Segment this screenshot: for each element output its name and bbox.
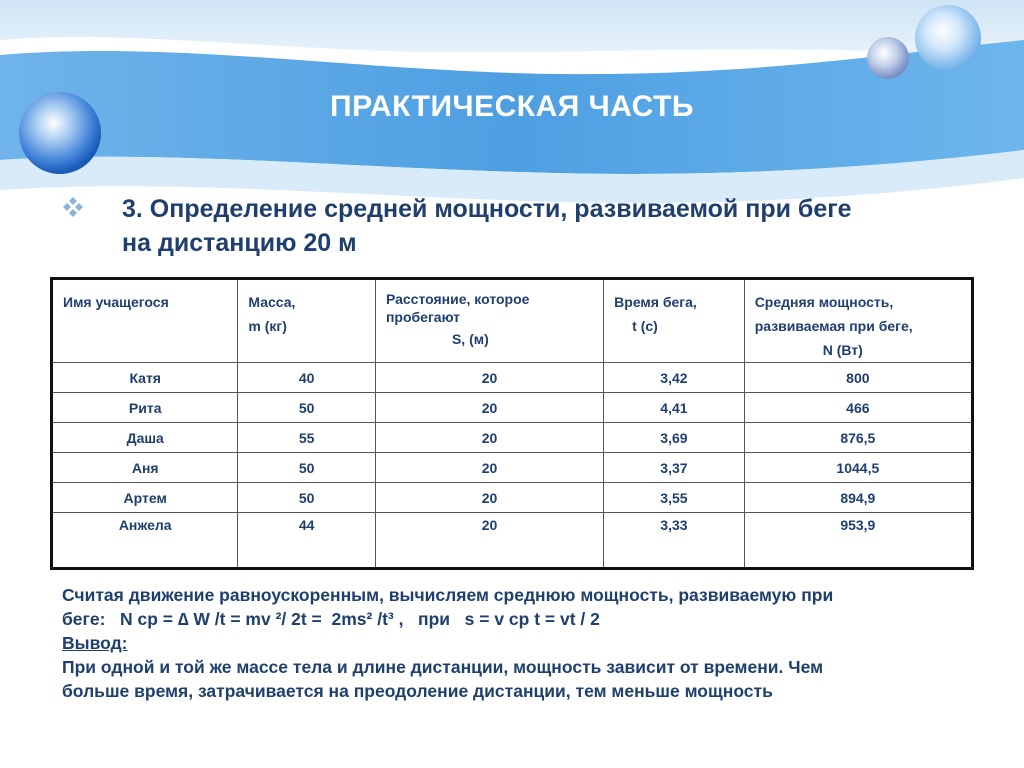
cell-power: 894,9 [744, 483, 972, 513]
cell-distance: 20 [375, 453, 603, 483]
cell-time: 3,33 [604, 513, 745, 569]
cell-mass: 50 [238, 393, 376, 423]
cell-power: 466 [744, 393, 972, 423]
cell-name: Артем [52, 483, 238, 513]
table-row [52, 393, 973, 423]
formula-line: беге: N ср = ∆ W /t = mv ²/ 2t = 2ms² /t³ , при s = v ср t = vt / 2 [62, 609, 600, 629]
heading-line-1: 3. Определение средней мощности, развиваемой при беге [122, 195, 852, 223]
table-row [52, 483, 973, 513]
cell-power: 876,5 [744, 423, 972, 453]
cell-name: Катя [52, 363, 238, 393]
cell-distance: 20 [375, 483, 603, 513]
conclusion-line-1: При одной и той же массе тела и длине дистанции, мощность зависит от времени. Чем [62, 657, 824, 677]
glossy-sphere-icon [867, 37, 909, 79]
cell-mass: 50 [238, 453, 376, 483]
cell-power: 953,9 [744, 513, 972, 569]
cell-time: 3,37 [604, 453, 745, 483]
cell-mass: 40 [238, 363, 376, 393]
cell-power: 800 [744, 363, 972, 393]
explanation-text [62, 583, 962, 703]
cell-distance: 20 [375, 393, 603, 423]
cell-name: Даша [52, 423, 238, 453]
column-header-time: Время бега, t (с) [604, 279, 745, 363]
cell-name: Рита [52, 393, 238, 423]
conclusion-line-2: больше время, затрачивается на преодоление дистанции, тем меньше мощность [62, 681, 773, 701]
table-row [52, 423, 973, 453]
cell-time: 4,41 [604, 393, 745, 423]
table-header-row [52, 279, 973, 363]
four-diamond-bullet-icon [62, 196, 84, 218]
cell-name: Аня [52, 453, 238, 483]
column-header-power: Средняя мощность, развиваемая при беге, N (Вт) [744, 279, 972, 363]
cell-time: 3,69 [604, 423, 745, 453]
column-header-distance: Расстояние, которое пробегают S, (м) [375, 279, 603, 363]
cell-distance: 20 [375, 513, 603, 569]
table-row [52, 513, 973, 569]
cell-mass: 50 [238, 483, 376, 513]
cell-power: 1044,5 [744, 453, 972, 483]
column-header-name: Имя учащегося [52, 279, 238, 363]
power-table [50, 277, 974, 570]
cell-distance: 20 [375, 423, 603, 453]
formula-intro-line: Считая движение равноускоренным, вычисляем среднюю мощность, развиваемую при [62, 585, 834, 605]
cell-mass: 55 [238, 423, 376, 453]
column-header-mass: Масса, m (кг) [238, 279, 376, 363]
conclusion-label: Вывод: [62, 633, 128, 653]
cell-distance: 20 [375, 363, 603, 393]
slide-title: ПРАКТИЧЕСКАЯ ЧАСТЬ [330, 90, 694, 123]
cell-time: 3,55 [604, 483, 745, 513]
glossy-sphere-icon [915, 5, 981, 71]
cell-mass: 44 [238, 513, 376, 569]
table-row [52, 363, 973, 393]
cell-time: 3,42 [604, 363, 745, 393]
table-row [52, 453, 973, 483]
cell-name: Анжела [52, 513, 238, 569]
heading-line-2: на дистанцию 20 м [122, 229, 357, 257]
